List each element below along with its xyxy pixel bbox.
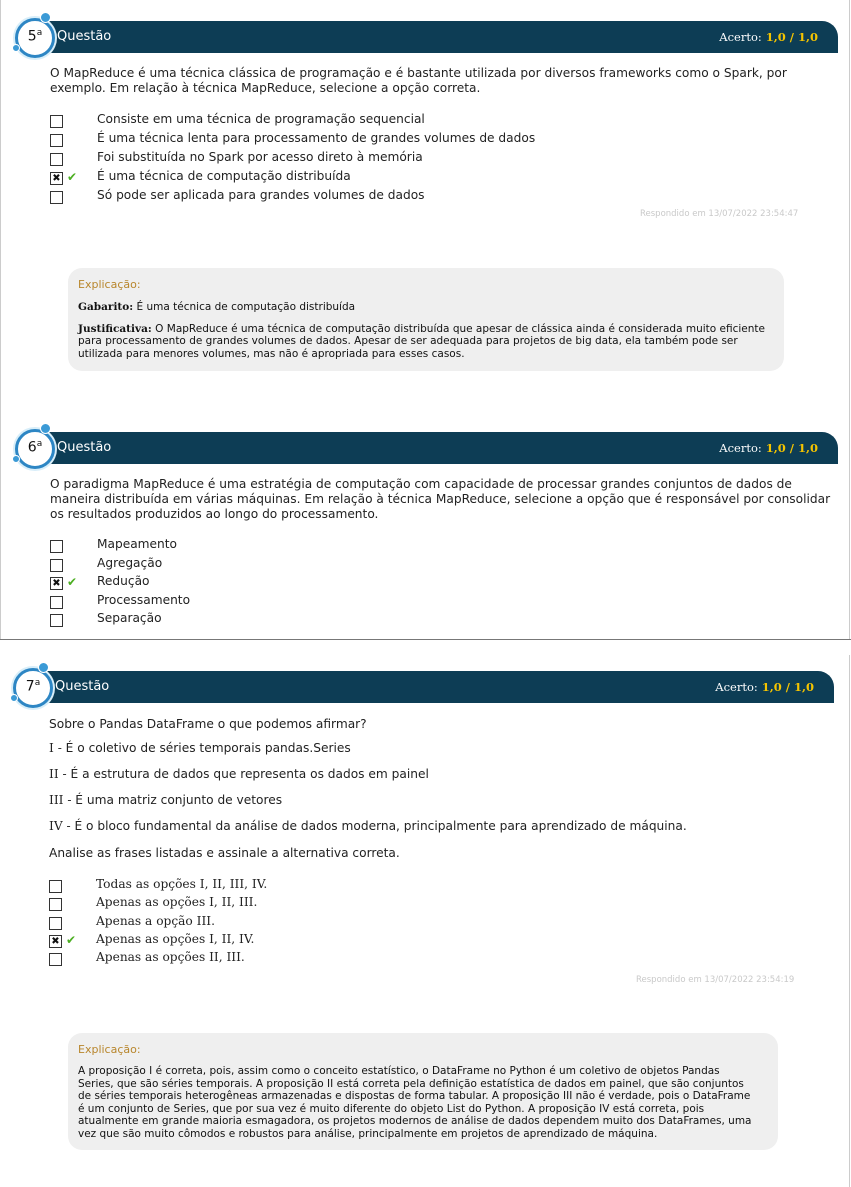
statement-item	[49, 819, 687, 834]
question-number-badge: 6$^a$	[15, 429, 55, 469]
option-checkbox[interactable]	[49, 898, 62, 911]
badge-dot	[38, 662, 49, 673]
question-7-header	[28, 671, 834, 703]
answered-timestamp: Respondido em 13/07/2022 23:54:47	[640, 209, 799, 219]
option-checkbox[interactable]	[50, 559, 63, 572]
option-checkbox[interactable]: ✖	[50, 172, 63, 185]
question-text: O MapReduce é uma técnica clássica de programação e é bastante utilizada por diversos frameworks como o Spark, por exemplo. Em relação à técnica MapReduce, selecione a opção correta.	[50, 66, 787, 95]
badge-dot	[12, 44, 20, 52]
explanation-text	[78, 1065, 768, 1140]
option-label[interactable]: Processamento	[97, 592, 191, 607]
question-label: Questão	[55, 679, 110, 694]
statement-number: II -	[49, 767, 67, 781]
explanation-line: atualmente em grande maioria esmagadora, os projetos modernos de análise de dados dependem muito dos DataFrames, uma	[78, 1115, 752, 1127]
badge-dot	[40, 423, 51, 434]
statement-item	[49, 767, 429, 782]
option-label[interactable]: Apenas a opção III.	[96, 913, 215, 928]
option-label[interactable]: É uma técnica de computação distribuída	[97, 169, 351, 183]
score-value: 1,0 / 1,0	[765, 441, 818, 455]
explanation-title: Explicação:	[78, 278, 141, 291]
justificativa: Justificativa: O MapReduce é uma técnica de computação distribuída que apesar de clássica ainda é considerada muito eficiente para processamento de grandes volumes de dados. Apesar de ser adequada para projetos de big data, ela também pode ser utilizada para menores volumes, mas não é apropriada para esses casos.	[78, 322, 765, 360]
option-checkbox[interactable]	[49, 917, 62, 930]
score	[719, 30, 818, 44]
option-label[interactable]: Apenas as opções I, II, IV.	[96, 931, 255, 946]
statement-number: I -	[49, 741, 62, 755]
option-checkbox[interactable]	[50, 134, 63, 147]
option-label[interactable]: Apenas as opções I, II, III.	[96, 895, 258, 910]
explanation-box	[68, 268, 784, 371]
section-divider	[0, 639, 851, 640]
explanation-line: A proposição I é correta, pois, assim como o conceito estatístico, o DataFrame no Python é um coletivo de objetos Pandas	[78, 1065, 720, 1077]
option-checkbox[interactable]	[49, 953, 62, 966]
option-checkbox[interactable]: ✖	[50, 577, 63, 590]
explanation-title: Explicação:	[78, 1043, 141, 1056]
option-checkbox[interactable]: ✖	[49, 935, 62, 948]
explanation-line: vez que são muito cômodos e robustos para análise, principalmente em projetos de aprendizado de máquina.	[78, 1127, 658, 1140]
option-label[interactable]: Só pode ser aplicada para grandes volumes de dados	[97, 188, 425, 202]
option-checkbox[interactable]	[50, 153, 63, 166]
option-label[interactable]: É uma técnica lenta para processamento de grandes volumes de dados	[97, 131, 536, 145]
statement-text: É o coletivo de séries temporais pandas.Series	[61, 741, 351, 755]
question-intro: Sobre o Pandas DataFrame o que podemos afirmar?	[49, 717, 367, 731]
option-checkbox[interactable]	[50, 596, 63, 609]
option-checkbox[interactable]	[49, 880, 62, 893]
option-checkbox[interactable]	[50, 614, 63, 627]
option-checkbox[interactable]	[50, 540, 63, 553]
badge-dot	[10, 694, 18, 702]
check-icon: ✔	[67, 170, 78, 184]
question-label: Questão	[57, 29, 112, 44]
score	[719, 441, 818, 455]
question-6-header	[30, 432, 838, 464]
answered-timestamp: Respondido em 13/07/2022 23:54:19	[636, 975, 795, 985]
score-value: 1,0 / 1,0	[761, 680, 814, 694]
question-number-badge: 5$^a$	[15, 18, 55, 58]
score-label: Acerto:	[719, 30, 762, 44]
option-label[interactable]: Todas as opções I, II, III, IV.	[96, 877, 268, 891]
explanation-box	[68, 1033, 778, 1150]
statement-text: É uma matriz conjunto de vetores	[71, 793, 283, 807]
explanation-line: de séries temporais heterogêneas armazenadas e dispostas de forma tabular. A proposição III não é verdade, pois o DataFrame	[78, 1090, 751, 1102]
score-label: Acerto:	[715, 680, 758, 694]
left-border	[0, 0, 1, 640]
question-number-badge: 7$^a$	[13, 668, 53, 708]
badge-dot	[40, 12, 51, 23]
right-border-lower	[849, 655, 850, 1187]
option-label[interactable]: Separação	[97, 611, 162, 625]
statement-text: É a estrutura de dados que representa os dados em painel	[66, 767, 429, 781]
score-value: 1,0 / 1,0	[765, 30, 818, 44]
explanation-line: é um conjunto de Series, que por sua vez é muito diferente do objeto List do Python. A proposição IV está correta, pois	[78, 1102, 705, 1115]
question-label: Questão	[57, 440, 112, 455]
option-label[interactable]: Redução	[97, 574, 150, 588]
badge-dot	[12, 455, 20, 463]
question-5-header	[30, 21, 838, 53]
statement-number: IV -	[49, 819, 71, 833]
check-icon: ✔	[66, 932, 77, 947]
statement-text: É o bloco fundamental da análise de dados moderna, principalmente para aprendizado de máquina.	[70, 819, 687, 833]
option-label[interactable]: Foi substituída no Spark por acesso direto à memória	[97, 150, 423, 164]
statement-item	[49, 741, 351, 756]
question-text: O paradigma MapReduce é uma estratégia de computação com capacidade de processar grandes conjuntos de dados de maneira distribuída em várias máquinas. Em relação à técnica MapReduce, selecione a opção que é responsável por consolidar os resultados produzidos ao longo do processamento.	[50, 477, 831, 521]
option-label[interactable]: Mapeamento	[97, 537, 178, 551]
instruction: Analise as frases listadas e assinale a alternativa correta.	[49, 846, 400, 860]
gabarito: Gabarito: É uma técnica de computação distribuída	[78, 301, 356, 313]
option-checkbox[interactable]	[50, 115, 63, 128]
option-label[interactable]: Agregação	[97, 555, 163, 570]
statement-number: III -	[49, 793, 72, 807]
score	[715, 680, 814, 694]
score-label: Acerto:	[719, 441, 762, 455]
check-icon: ✔	[67, 575, 78, 589]
statement-item	[49, 793, 282, 808]
option-label[interactable]: Apenas as opções II, III.	[96, 950, 245, 965]
option-label[interactable]: Consiste em uma técnica de programação sequencial	[97, 112, 425, 126]
explanation-line: Series, que são séries temporais. A proposição II está correta pela definição estatística de dados em painel, que são conjuntos	[78, 1077, 744, 1090]
right-border	[849, 0, 850, 640]
option-checkbox[interactable]	[50, 191, 63, 204]
